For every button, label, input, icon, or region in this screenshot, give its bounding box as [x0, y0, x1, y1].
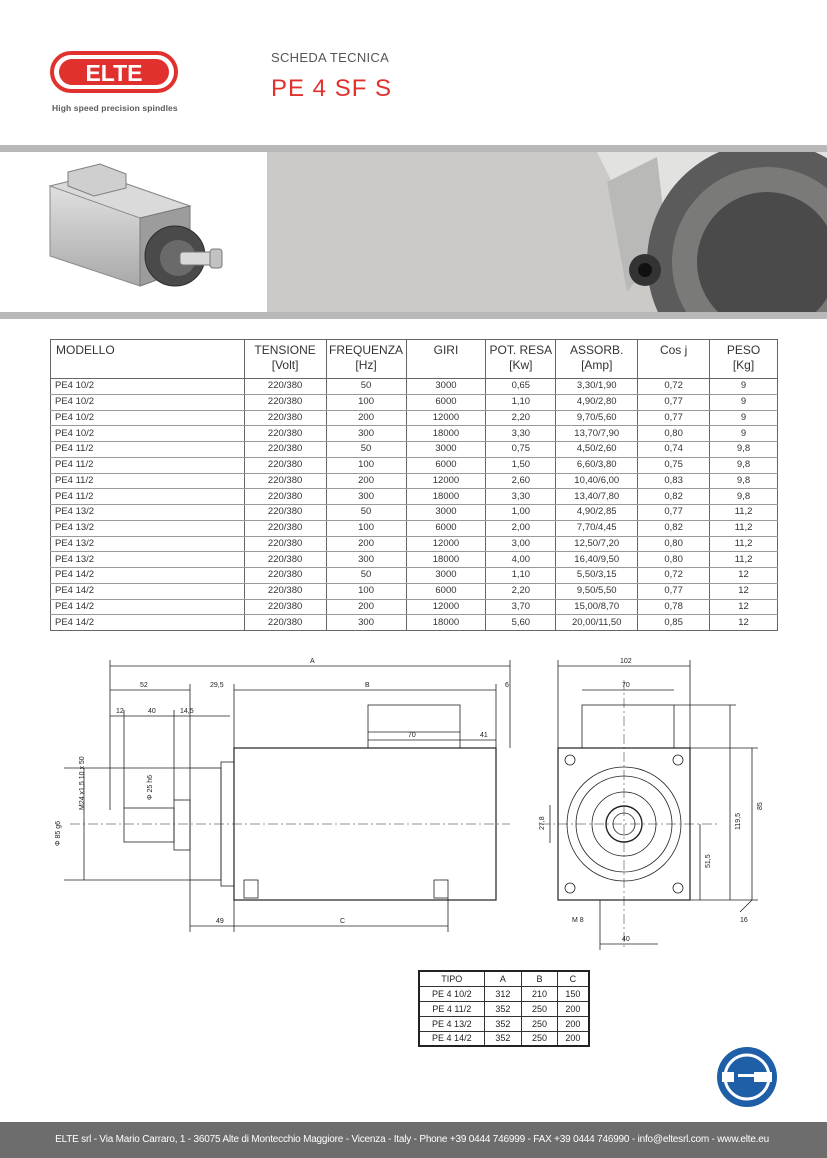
table-cell: 3000 [406, 442, 486, 458]
table-cell: PE4 13/2 [51, 520, 245, 536]
dim-49: 49 [216, 918, 224, 925]
table-cell: 6000 [406, 457, 486, 473]
table-cell: 0,83 [638, 473, 710, 489]
dim-phi-85: Φ 85 g6 [55, 820, 62, 846]
table-cell: 220/380 [244, 457, 326, 473]
table-cell: PE 4 14/2 [419, 1031, 484, 1046]
front-view [540, 660, 758, 950]
table-cell: 250 [522, 1001, 558, 1016]
table-cell: 220/380 [244, 568, 326, 584]
table-cell: 100 [326, 583, 406, 599]
table-cell: 3,30/1,90 [556, 379, 638, 395]
table-cell: PE4 13/2 [51, 505, 245, 521]
table-cell: 4,00 [486, 552, 556, 568]
dim-header-c: C [557, 971, 589, 986]
table-cell: 9 [710, 379, 778, 395]
table-row [51, 489, 778, 505]
table-cell: 0,77 [638, 583, 710, 599]
table-cell: 0,72 [638, 568, 710, 584]
table-cell: 3000 [406, 505, 486, 521]
table-cell: 3,30 [486, 489, 556, 505]
table-cell: 12 [710, 615, 778, 631]
header-peso: PESO [Kg] [710, 340, 778, 379]
table-cell: 11,2 [710, 505, 778, 521]
table-cell: 2,20 [486, 583, 556, 599]
table-cell: 12000 [406, 410, 486, 426]
spec-table [50, 339, 778, 631]
table-cell: 220/380 [244, 489, 326, 505]
table-cell: PE4 14/2 [51, 568, 245, 584]
dim-16: 16 [740, 917, 748, 924]
dim-85: 85 [757, 802, 764, 810]
table-cell: 4,50/2,60 [556, 442, 638, 458]
header-modello: MODELLO [51, 340, 245, 379]
table-cell: 220/380 [244, 394, 326, 410]
table-cell: 0,80 [638, 536, 710, 552]
table-cell: 6000 [406, 520, 486, 536]
table-cell: 3000 [406, 379, 486, 395]
dim-a: A [310, 658, 315, 665]
dim-header-b: B [522, 971, 558, 986]
header-frequenza: FREQUENZA [Hz] [326, 340, 406, 379]
table-cell: PE 4 11/2 [419, 1001, 484, 1016]
table-cell: 11,2 [710, 552, 778, 568]
table-row [51, 379, 778, 395]
table-cell: 300 [326, 489, 406, 505]
table-row [419, 986, 589, 1001]
table-cell: 12 [710, 599, 778, 615]
table-cell: PE4 11/2 [51, 473, 245, 489]
dim-c: C [340, 918, 346, 925]
table-row [51, 410, 778, 426]
table-cell: PE4 10/2 [51, 410, 245, 426]
table-row [51, 442, 778, 458]
dim-b: B [365, 682, 370, 689]
table-cell: PE4 14/2 [51, 583, 245, 599]
table-cell: 9,8 [710, 473, 778, 489]
table-cell: 6,60/3,80 [556, 457, 638, 473]
table-cell: 18000 [406, 552, 486, 568]
document-label: SCHEDA TECNICA [271, 50, 390, 65]
band-bottom-divider [0, 312, 827, 319]
table-cell: 1,10 [486, 568, 556, 584]
table-cell: 100 [326, 394, 406, 410]
table-cell: PE4 11/2 [51, 489, 245, 505]
dim-119-5: 119,5 [735, 813, 742, 830]
table-cell: 18000 [406, 489, 486, 505]
table-cell: 250 [522, 1016, 558, 1031]
band-top-divider [0, 145, 827, 152]
dim-102: 102 [620, 658, 632, 665]
table-cell: 12 [710, 568, 778, 584]
dim-14-5: 14,5 [180, 708, 194, 715]
side-view [64, 660, 510, 932]
table-cell: 18000 [406, 615, 486, 631]
table-row [51, 520, 778, 536]
dim-41: 41 [480, 732, 488, 739]
footer: ELTE srl - Via Mario Carraro, 1 - 36075 Alte di Montecchio Maggiore - Vicenza - Italy - Phone +39 0444 746999 - FAX +39 0444 746990 - info@eltesrl.com - www.elte.eu [0, 1122, 827, 1158]
table-cell: 220/380 [244, 426, 326, 442]
table-cell: 0,72 [638, 379, 710, 395]
document-title: PE 4 SF S [271, 75, 393, 102]
table-cell: 220/380 [244, 520, 326, 536]
dim-m8: M 8 [572, 917, 584, 924]
table-cell: 9 [710, 410, 778, 426]
table-cell: 200 [326, 410, 406, 426]
table-cell: 50 [326, 568, 406, 584]
table-cell: 12,50/7,20 [556, 536, 638, 552]
table-row [419, 1016, 589, 1031]
table-cell: 220/380 [244, 536, 326, 552]
table-cell: 9,8 [710, 457, 778, 473]
table-row [51, 552, 778, 568]
dim-header-tipo: TIPO [419, 971, 484, 986]
elte-logo [50, 50, 178, 94]
dim-phi-25: Φ 25 h6 [147, 774, 154, 800]
dim-front-40: 40 [622, 936, 630, 943]
table-cell: 300 [326, 552, 406, 568]
table-cell: 220/380 [244, 442, 326, 458]
table-cell: 3,00 [486, 536, 556, 552]
table-cell: PE4 13/2 [51, 552, 245, 568]
spec-table-header [51, 340, 778, 379]
header-assorbimento: ASSORB. [Amp] [556, 340, 638, 379]
table-cell: 220/380 [244, 552, 326, 568]
table-cell: 12 [710, 583, 778, 599]
table-cell: 0,77 [638, 505, 710, 521]
dim-70: 70 [408, 732, 416, 739]
dim-thread: M24 x1,5 10 x 50 [79, 756, 86, 810]
dim-6: 6 [505, 682, 509, 689]
table-cell: 0,85 [638, 615, 710, 631]
table-cell: 5,50/3,15 [556, 568, 638, 584]
table-cell: PE4 13/2 [51, 536, 245, 552]
spindle-product-photo [40, 158, 240, 306]
table-cell: PE4 11/2 [51, 442, 245, 458]
table-cell: 250 [522, 1031, 558, 1046]
table-row [51, 615, 778, 631]
table-cell: 2,20 [486, 410, 556, 426]
table-row [51, 394, 778, 410]
table-cell: 352 [484, 1001, 522, 1016]
table-cell: 200 [557, 1016, 589, 1031]
technical-drawing [40, 650, 780, 960]
table-cell: 6000 [406, 394, 486, 410]
dimension-table-header [419, 971, 589, 986]
table-cell: 220/380 [244, 505, 326, 521]
dimension-table [418, 970, 590, 1047]
table-cell: 10,40/6,00 [556, 473, 638, 489]
dim-29-5: 29,5 [210, 682, 224, 689]
table-cell: 0,75 [486, 442, 556, 458]
table-cell: PE4 14/2 [51, 599, 245, 615]
table-cell: 11,2 [710, 536, 778, 552]
header-tensione: TENSIONE [Volt] [244, 340, 326, 379]
table-cell: 200 [326, 536, 406, 552]
table-cell: 20,00/11,50 [556, 615, 638, 631]
tagline: High speed precision spindles [52, 103, 178, 113]
table-cell: 352 [484, 1016, 522, 1031]
table-cell: 9,50/5,50 [556, 583, 638, 599]
table-cell: 50 [326, 442, 406, 458]
table-cell: 0,77 [638, 394, 710, 410]
table-cell: 2,00 [486, 520, 556, 536]
table-cell: 220/380 [244, 410, 326, 426]
table-cell: PE4 10/2 [51, 426, 245, 442]
table-cell: 0,80 [638, 426, 710, 442]
table-cell: 200 [557, 1031, 589, 1046]
table-row [51, 599, 778, 615]
table-cell: 220/380 [244, 599, 326, 615]
dim-40: 40 [148, 708, 156, 715]
table-cell: 1,10 [486, 394, 556, 410]
table-cell: 9,70/5,60 [556, 410, 638, 426]
table-cell: 0,80 [638, 552, 710, 568]
header-giri: GIRI [406, 340, 486, 379]
table-cell: 1,00 [486, 505, 556, 521]
table-cell: 12000 [406, 473, 486, 489]
certification-icon [716, 1046, 778, 1108]
table-cell: 15,00/8,70 [556, 599, 638, 615]
logo-text: ELTE [85, 60, 143, 86]
table-cell: 0,74 [638, 442, 710, 458]
table-cell: 5,60 [486, 615, 556, 631]
header-potenza: POT. RESA [Kw] [486, 340, 556, 379]
table-row [51, 536, 778, 552]
table-cell: 220/380 [244, 615, 326, 631]
table-cell: 300 [326, 426, 406, 442]
table-cell: 12000 [406, 536, 486, 552]
table-row [51, 473, 778, 489]
table-cell: 50 [326, 379, 406, 395]
table-row [51, 568, 778, 584]
table-cell: 9 [710, 426, 778, 442]
dim-52: 52 [140, 682, 148, 689]
table-cell: 16,40/9,50 [556, 552, 638, 568]
table-cell: 4,90/2,80 [556, 394, 638, 410]
table-cell: 9 [710, 394, 778, 410]
table-cell: 200 [326, 473, 406, 489]
table-cell: 0,82 [638, 489, 710, 505]
table-row [51, 583, 778, 599]
table-cell: 3000 [406, 568, 486, 584]
table-cell: 1,50 [486, 457, 556, 473]
table-cell: 0,78 [638, 599, 710, 615]
table-row [419, 1031, 589, 1046]
table-cell: PE4 14/2 [51, 615, 245, 631]
dim-header-a: A [484, 971, 522, 986]
spindle-closeup-photo [267, 152, 827, 312]
table-cell: 210 [522, 986, 558, 1001]
table-cell: 200 [326, 599, 406, 615]
table-cell: 13,40/7,80 [556, 489, 638, 505]
table-row [51, 457, 778, 473]
table-cell: 3,70 [486, 599, 556, 615]
table-cell: 150 [557, 986, 589, 1001]
table-cell: 6000 [406, 583, 486, 599]
table-cell: 11,2 [710, 520, 778, 536]
table-cell: 100 [326, 457, 406, 473]
table-cell: 3,30 [486, 426, 556, 442]
table-cell: 12000 [406, 599, 486, 615]
table-row [419, 1001, 589, 1016]
table-cell: 50 [326, 505, 406, 521]
table-cell: 9,8 [710, 489, 778, 505]
table-cell: 0,65 [486, 379, 556, 395]
table-cell: 200 [557, 1001, 589, 1016]
table-cell: 220/380 [244, 583, 326, 599]
table-cell: 18000 [406, 426, 486, 442]
table-cell: 220/380 [244, 379, 326, 395]
table-cell: PE4 10/2 [51, 394, 245, 410]
table-cell: 220/380 [244, 473, 326, 489]
table-cell: 9,8 [710, 442, 778, 458]
table-cell: 100 [326, 520, 406, 536]
dim-51-5: 51,5 [705, 854, 712, 868]
table-cell: 0,82 [638, 520, 710, 536]
table-cell: 0,75 [638, 457, 710, 473]
table-cell: 300 [326, 615, 406, 631]
table-cell: 7,70/4,45 [556, 520, 638, 536]
table-cell: 0,77 [638, 410, 710, 426]
dim-27-8: 27,8 [539, 816, 546, 830]
table-cell: PE 4 10/2 [419, 986, 484, 1001]
table-cell: 352 [484, 1031, 522, 1046]
table-row [51, 505, 778, 521]
table-cell: 4,90/2,85 [556, 505, 638, 521]
table-row [51, 426, 778, 442]
header-cos: Cos j [638, 340, 710, 379]
table-cell: PE4 10/2 [51, 379, 245, 395]
table-cell: 312 [484, 986, 522, 1001]
dim-front-70: 70 [622, 682, 630, 689]
table-cell: PE4 11/2 [51, 457, 245, 473]
table-cell: 2,60 [486, 473, 556, 489]
dim-12: 12 [116, 708, 124, 715]
table-cell: 13,70/7,90 [556, 426, 638, 442]
table-cell: PE 4 13/2 [419, 1016, 484, 1031]
